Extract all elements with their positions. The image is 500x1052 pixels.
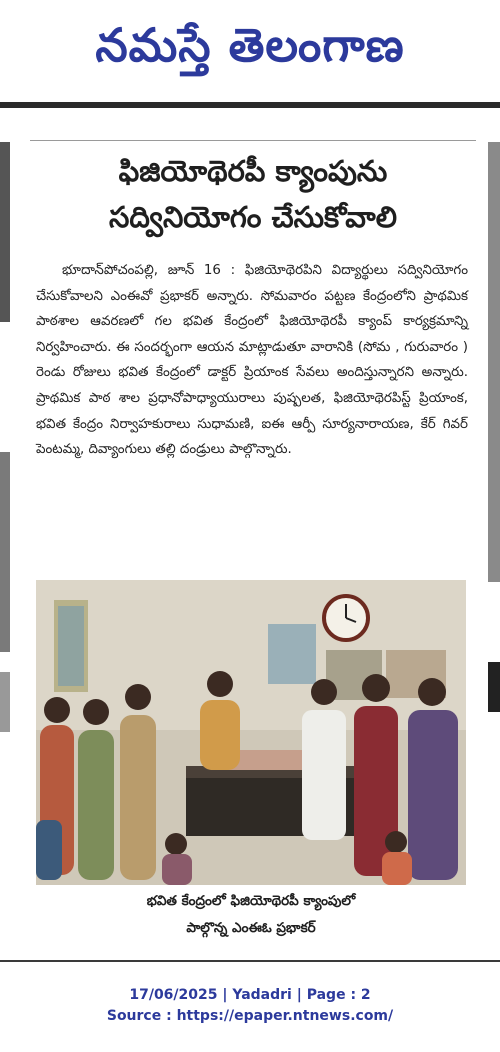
article-photo [36, 580, 466, 885]
photo-illustration [36, 580, 466, 885]
article-bottom-divider [0, 960, 500, 962]
caption-line-1: భవిత కేంద్రంలో ఫిజియోథెరపీ క్యాంపులో [146, 893, 356, 909]
edition-info: 17/06/2025 | Yadadri | Page : 2 [129, 987, 371, 1003]
wall-clock-illustration [324, 596, 368, 640]
headline-line-1: ఫిజియోథెరపీ క్యాంపును [118, 154, 388, 188]
source-link[interactable]: Source : https://epaper.ntnews.com/ [106, 1008, 394, 1024]
article-body: భూదాన్‌పోచంపల్లి, జూన్ 16 : ఫిజియోథెరపిని విద్యార్థులు సద్వినియోగం చేసుకోవాలని ఎంఈవో ప్రభాకర్ అన్నారు. సోమవారం పట్టణ కేంద్రంలోని ప్రాథమిక పాఠశాల ఆవరణలో గల భవిత కేంద్రంలో ఫిజియోథెరపీ క్యాంప్ కార్యక్రమాన్ని నిర్వహించారు. ఈ సందర్భంగా ఆయన మాట్లాడుతూ వారానికి (సోమ , గురువారం ) రెండు రోజులు భవిత కేంద్రంలో డాక్టర్ ప్రియాంక సేవలు అందిస్తున్నారని అన్నారు. ప్రాథమిక పాఠ శాల ప్రధానోపాధ్యాయురాలు పుష్పలత, ఫిజియోథెరపిస్ట్ ప్రియాంక, భవిత కేంద్రం నిర్వాహకురాలు సుధామణి, ఐఈ ఆర్పీ సూర్యనారాయణ, కేర్ గివర్ పెంటమ్మ, దివ్యాంగులు తల్లి దండ్రులు పాల్గొన్నారు. [36, 263, 468, 458]
adjacent-photo-fragment [0, 672, 10, 732]
adjacent-photo-fragment [488, 662, 500, 712]
adjacent-article-left-fragment [0, 112, 12, 962]
masthead [0, 0, 500, 102]
article-headline [30, 148, 476, 240]
adjacent-photo-fragment [488, 142, 500, 582]
photo-caption [36, 888, 466, 942]
adjacent-article-right-fragment [486, 112, 500, 962]
caption-line-2: పాల్గొన్న ఎంఈఓ ప్రభాకర్ [186, 920, 316, 936]
page-footer [0, 985, 500, 1027]
adjacent-photo-fragment [0, 142, 10, 322]
article-top-divider [30, 140, 476, 141]
masthead-divider [0, 102, 500, 108]
adjacent-photo-fragment [0, 452, 10, 652]
newspaper-title: నమస్తే తెలంగాణ [95, 18, 405, 72]
headline-line-2: సద్వినియోగం చేసుకోవాలి [109, 200, 397, 234]
